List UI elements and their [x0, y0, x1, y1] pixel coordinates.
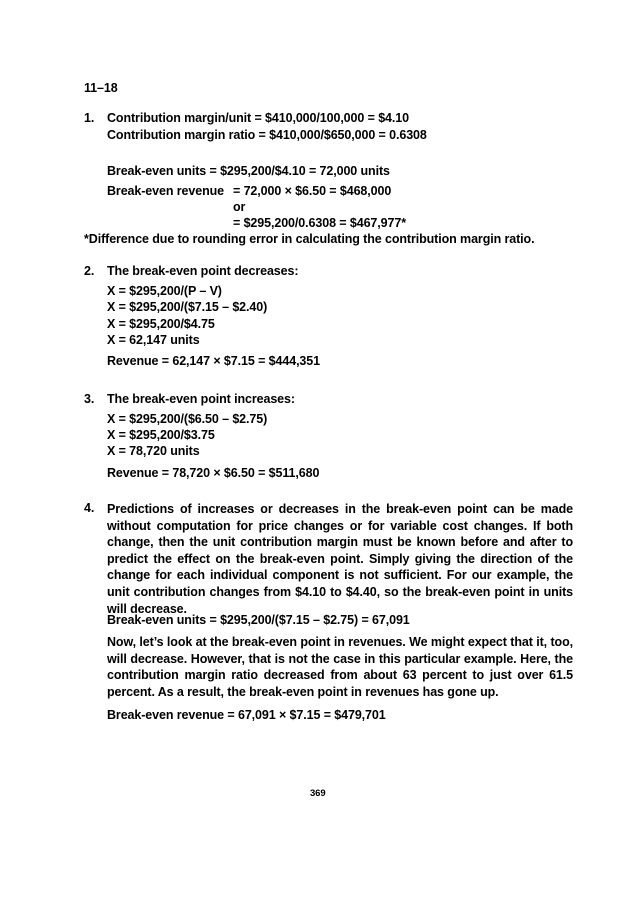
item-4-paragraph-2: Now, let’s look at the break-even point in revenues. We might expect that it, too, will decrease. However, that is not the case in this particular example. Here, the contribution margin ratio decreased from about 63 percent to just over 61.5 percent. As a result, the break-even point in revenues has gone up. [107, 635, 573, 699]
break-even-revenue-label: Break-even revenue [107, 184, 225, 198]
break-even-revenue-calc-1: = 72,000 × $6.50 = $468,000 [233, 184, 392, 198]
item-4-break-even-units: Break-even units = $295,200/($7.15 – $2.75) = 67,091 [107, 613, 410, 627]
or-text: or [233, 200, 246, 214]
rounding-footnote: *Difference due to rounding error in calculating the contribution margin ratio. [84, 232, 535, 246]
page-number: 369 [310, 788, 326, 799]
break-even-revenue-calc-2: = $295,200/0.6308 = $467,977* [233, 216, 406, 230]
item-3-revenue: Revenue = 78,720 × $6.50 = $511,680 [107, 466, 320, 480]
item-4-number: 4. [84, 501, 95, 515]
item-2-heading: The break-even point decreases: [107, 264, 299, 278]
item-1-number: 1. [84, 111, 95, 125]
contribution-margin-unit-line: Contribution margin/unit = $410,000/100,000 = $4.10 [107, 111, 409, 125]
item-2-revenue: Revenue = 62,147 × $7.15 = $444,351 [107, 354, 320, 368]
item-3-equation: X = $295,200/($6.50 – $2.75) [107, 412, 268, 426]
item-3-equation: X = 78,720 units [107, 444, 200, 458]
item-2-equation: X = 62,147 units [107, 333, 200, 347]
item-2-equation: X = $295,200/(P – V) [107, 284, 222, 298]
break-even-units-line: Break-even units = $295,200/$4.10 = 72,000 units [107, 164, 390, 178]
item-2-equation: X = $295,200/$4.75 [107, 317, 215, 331]
item-2-equation: X = $295,200/($7.15 – $2.40) [107, 300, 268, 314]
item-4-break-even-revenue: Break-even revenue = 67,091 × $7.15 = $479,701 [107, 708, 386, 722]
item-3-number: 3. [84, 392, 95, 406]
contribution-margin-ratio-line: Contribution margin ratio = $410,000/$650,000 = 0.6308 [107, 128, 427, 142]
item-2-number: 2. [84, 264, 95, 278]
item-4-paragraph-1: Predictions of increases or decreases in the break-even point can be made without computation for price changes or for variable cost changes. If both change, then the unit contribution margin must be known before and after to predict the effect on the break-even point. Simply giving the direction of the change for each individual component is not sufficient. For our example, the unit contribution changes from $4.10 to $4.40, so the break-even point in units will decrease. [107, 502, 573, 616]
problem-number: 11–18 [84, 81, 118, 95]
item-3-equation: X = $295,200/$3.75 [107, 428, 215, 442]
item-3-heading: The break-even point increases: [107, 392, 295, 406]
